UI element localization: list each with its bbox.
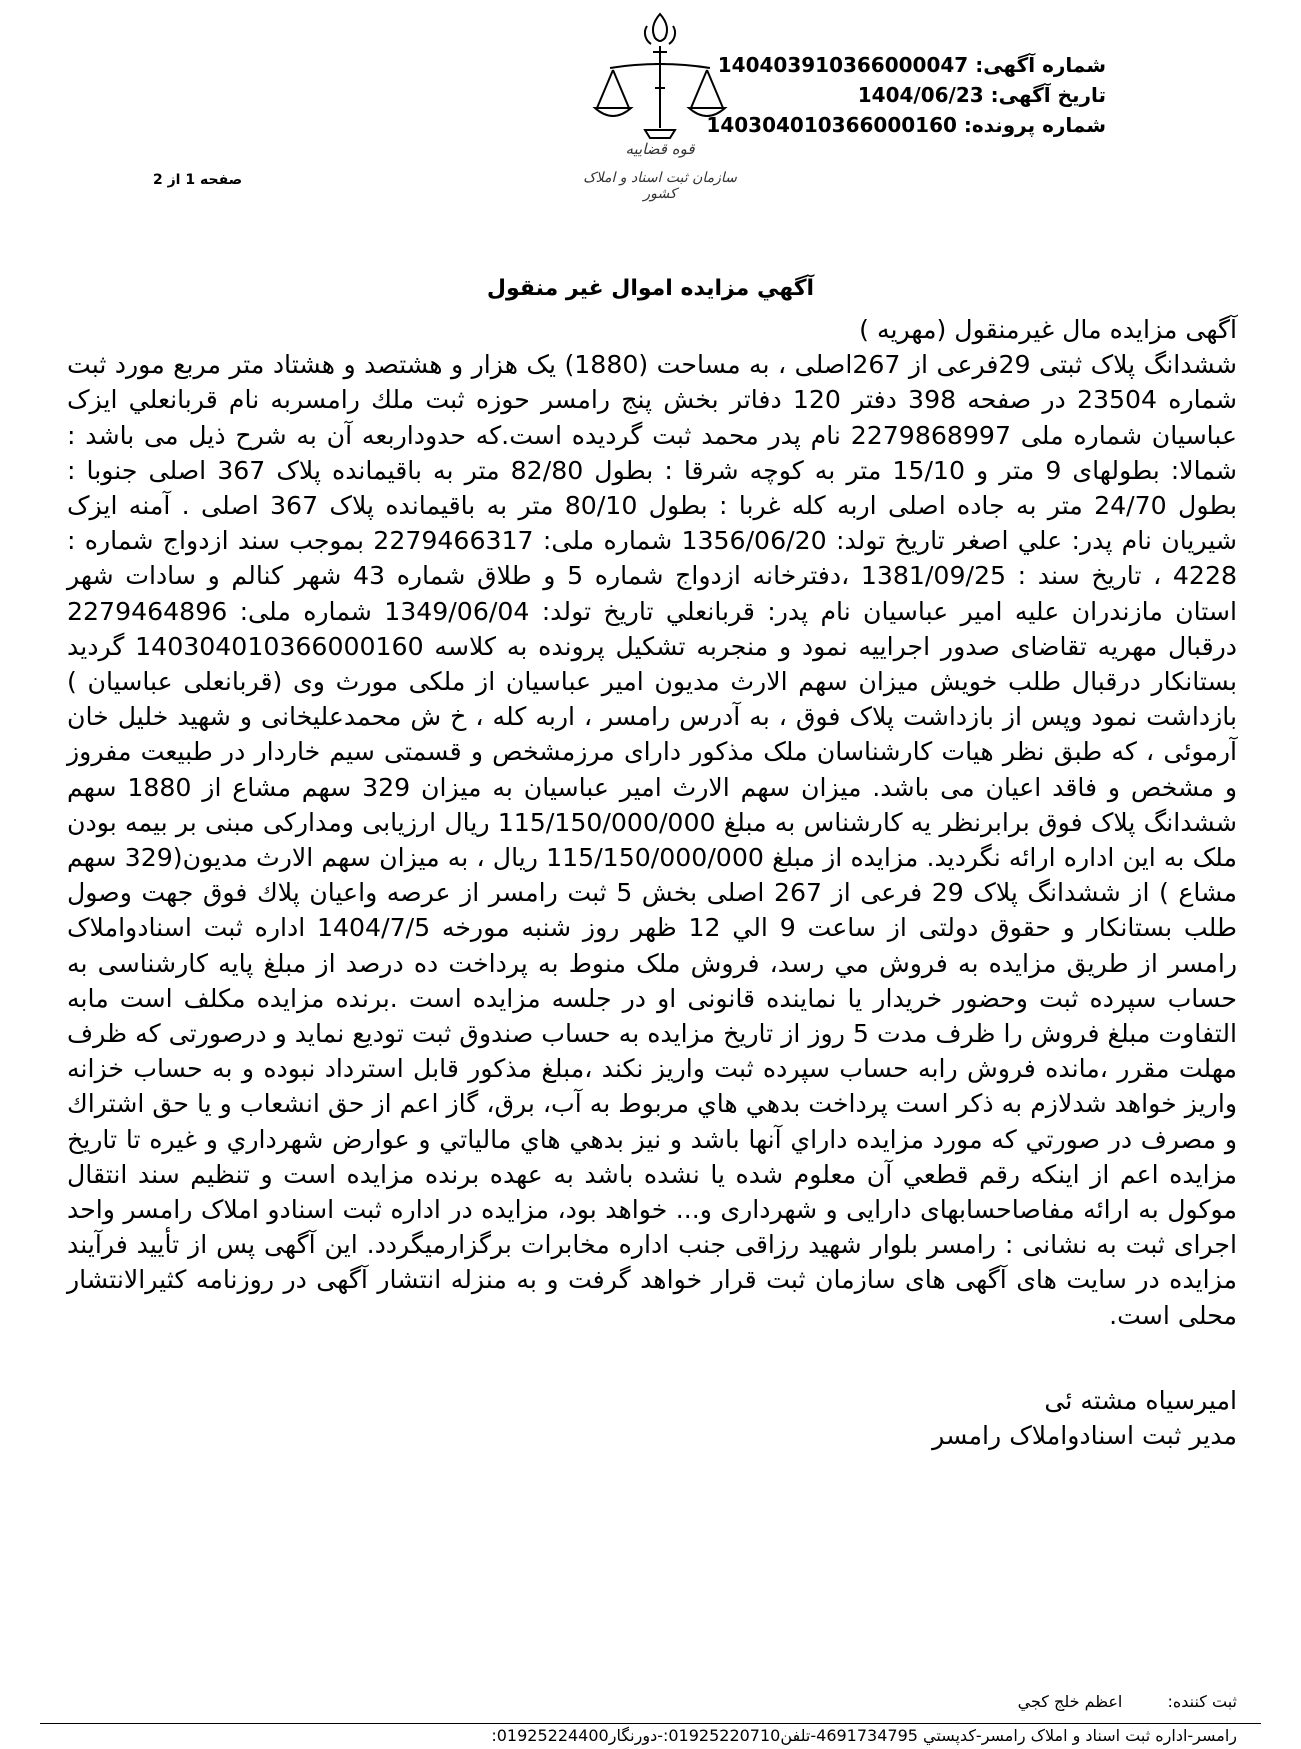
- notice-date-label: تاریخ آگهی:: [990, 83, 1106, 107]
- footer-divider: [40, 1723, 1261, 1724]
- notice-date-row: [686, 80, 1106, 110]
- emblem-line-2: سازمان ثبت اسناد و املاک کشور: [583, 170, 737, 202]
- file-number-row: [686, 110, 1106, 140]
- notice-number-label: شماره آگهی:: [975, 53, 1106, 77]
- document-title: آگهي مزايده اموال غير منقول: [486, 276, 815, 301]
- notice-paragraph: ششدانگ پلاک ثبتی 29فرعی از 267اصلی ، به مساحت (1880) یک هزار و هشتصد و هشتاد متر مربع مورد ثبت شماره 23504 در صفحه 398 دفتر 120 دفاتر بخش پنج رامسر حوزه ثبت ملك رامسربه نام قربانعلي ايزک عباسيان شماره ملی 2279868997 نام پدر محمد ثبت گردیده است.که حدوداربعه آن به شرح ذیل می باشد : شمالا: بطولهای 9 متر و 15/10 متر به کوچه شرقا : بطول 82/80 متر به باقیمانده پلاک 367 اصلی جنوبا : بطول 24/70 متر به جاده اصلی اربه کله غربا : بطول 80/10 متر به باقیمانده پلاک 367 اصلی . آمنه ایزک شیریان نام پدر: علي اصغر تاریخ تولد: 1356/06/20 شماره ملی: 2279466317 بموجب سند ازدواج شماره : 4228 ، تاریخ سند : 1381/09/25 ،دفترخانه ازدواج شماره 5 و طلاق شماره 43 شهر کنالم و سادات شهر استان مازندران علیه امیر عباسیان نام پدر: قربانعلي تاریخ تولد: 1349/06/04 شماره ملی: 2279464896 درقبال مهریه تقاضای صدور اجراییه نمود و منجربه تشکیل پرونده به کلاسه 140304010366000160 گردید بستانکار درقبال طلب خویش میزان سهم الارث مدیون امیر عباسیان از ملکی مورث وی (قربانعلی عباسیان ) بازداشت نمود وپس از بازداشت پلاک فوق ، به آدرس رامسر ، اربه کله ، خ ش محمدعلیخانی و شهید خلیل خان آرموئی ، که طبق نظر هیات کارشناسان ملک مذکور دارای مرزمشخص و قسمتی سیم خاردار در طبیعت مفروز و مشخص و فاقد اعیان می باشد. میزان سهم الارث امیر عباسیان به میزان 329 سهم مشاع از 1880 سهم ششدانگ پلاک فوق برابرنظر یه کارشناس به مبلغ 115/150/000/000 ریال ارزیابی ومدارکی مبنی بر بیمه بودن ملک به این اداره ارائه نگردید. مزایده از مبلغ 115/150/000/000 ریال ، به میزان سهم الارث مدیون(329 سهم مشاع ) از ششدانگ پلاک 29 فرعی از 267 اصلی بخش 5 ثبت رامسر از عرصه واعيان پلاك فوق جهت وصول طلب بستانکار و حقوق دولتی از ساعت 9 الي 12 ظهر روز شنبه مورخه 1404/7/5 اداره ثبت اسنادواملاک رامسر از طريق مزايده به فروش مي رسد، فروش ملک منوط به پرداخت ده درصد از مبلغ پایه کارشناسی به حساب سپرده ثبت وحضور خریدار یا نماینده قانونی او در جلسه مزایده است .برنده مزایده مکلف است مابه التفاوت مبلغ فروش را ظرف مدت 5 روز از تاریخ مزایده به حساب صندوق ثبت تودیع نماید و درصورتی که ظرف مهلت مقرر ،مانده فروش رابه حساب سپرده ثبت واریز نکند ،مبلغ مذکور قابل استرداد نبوده و به حساب خزانه واريز خواهد شدلازم به ذکر است پرداخت بدهي هاي مربوط به آب، برق، گاز اعم از حق انشعاب و يا حق اشتراك و مصرف در صورتي كه مورد مزايده داراي آنها باشد و نيز بدهي هاي مالياتي و عوارض شهرداري و غيره تا تاريخ مزايده اعم از اينكه رقم قطعي آن معلوم شده يا نشده باشد به عهده برنده مزایده است و تنظیم سند انتقال موکول به ارائه مفاصاحسابهای دارایی و شهرداری و... خواهد بود، مزایده در اداره ثبت اسنادو املاک رامسر واحد اجرای ثبت به نشانی : رامسر بلوار شهید رزاقی جنب اداره مخابرات برگزارمیگردد. این آگهی پس از تأیید فرآیند مزایده در سایت های آگهی های سازمان ثبت قرار خواهد گرفت و به منزله انتشار آگهی در روزنامه کثیرالانتشار محلی است.: [67, 350, 1238, 1330]
- notice-meta: [686, 50, 1106, 140]
- notice-number: 140403910366000047: [717, 53, 969, 77]
- notice-subtitle: آگهی مزایده مال غیرمنقول (مهریه ): [859, 315, 1237, 344]
- signatory-position: مدير ثبت اسنادواملاک رامسر: [932, 1421, 1237, 1450]
- file-number-label: شماره پرونده:: [963, 113, 1106, 137]
- notice-body: [67, 312, 1237, 1333]
- file-number: 140304010366000160: [706, 113, 957, 137]
- registrar-name: اعظم خلج كجي: [1017, 1692, 1123, 1711]
- signatory-name: امیرسیاه مشته ئی: [1044, 1386, 1237, 1415]
- notice-number-row: [686, 50, 1106, 80]
- page-number: صفحه 1 از 2: [153, 172, 243, 188]
- registrar: [1018, 1692, 1237, 1711]
- judiciary-emblem: [575, 8, 745, 218]
- registrar-label: ثبت كننده:: [1167, 1692, 1237, 1711]
- emblem-line-1: قوه قضاییه: [625, 140, 695, 158]
- notice-date: 1404/06/23: [857, 83, 984, 107]
- footer-address: رامسر-اداره ثبت اسناد و املاک رامسر-کدپستي 4691734795-تلفن01925220710:-دورنگار01925224400:: [491, 1726, 1237, 1745]
